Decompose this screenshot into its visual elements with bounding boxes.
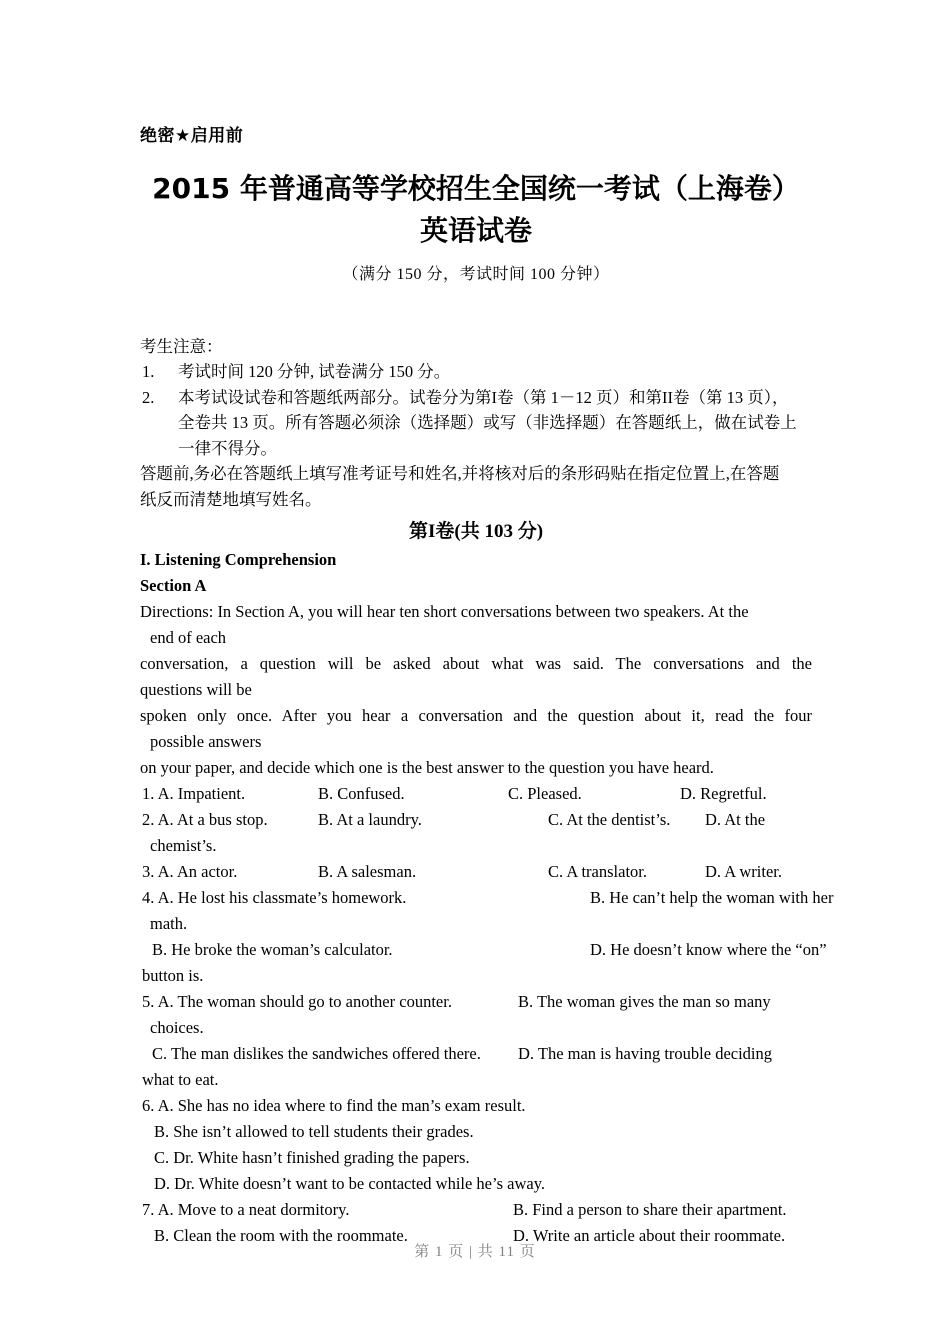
notice-tail-line2: 纸反而清楚地填写姓名。 [140, 490, 322, 509]
section-a-directions [140, 599, 812, 781]
question-4-option-c: B. He broke the woman’s calculator. [152, 940, 393, 959]
score-and-time-line: （满分 150 分，考试时间 100 分钟） [342, 266, 610, 283]
question-3-option-c: C. A translator. [548, 862, 647, 881]
page-title [140, 168, 812, 252]
notice-item-2-line2: 全卷共 13 页。所有答题必须涂（选择题）或写（非选择题）在答题纸上，做在试卷上 [178, 413, 797, 432]
question-7-option-d: D. Write an article about their roommate. [513, 1226, 786, 1245]
question-item [140, 989, 812, 1093]
question-3-number-and-option-a: 3. A. An actor. [142, 862, 238, 881]
notice-tail-line1: 答题前,务必在答题纸上填写准考证号和姓名,并将核对后的条形码贴在指定位置上,在答题 [140, 464, 780, 483]
page-title-line2: 英语试卷 [419, 214, 532, 247]
question-1-option-d: D. Regretful. [680, 784, 767, 803]
notice-item-1-number: 1. [142, 362, 155, 381]
question-5-option-d: D. The man is having trouble deciding [518, 1044, 773, 1063]
question-7-option-b: B. Find a person to share their apartment. [513, 1200, 787, 1219]
page-title-line1: 2015 年普通高等学校招生全国统一考试（上海卷） [152, 172, 800, 205]
question-2-option-d-continued: chemist’s. [150, 836, 217, 855]
question-1-option-b: B. Confused. [318, 784, 405, 803]
notice-item-2-line1: 本考试设试卷和答题纸两部分。试卷分为第I卷（第 1－12 页）和第II卷（第 13 页）， [178, 387, 789, 407]
question-2-option-b: B. At a laundry. [318, 810, 422, 829]
question-4-option-b: B. He can’t help the woman with her [590, 888, 834, 907]
question-6-option-b: B. She isn’t allowed to tell students their grades. [154, 1122, 474, 1141]
question-1-row [140, 781, 812, 807]
notice-item-2-line3: 一律不得分。 [178, 438, 277, 458]
part-heading-listening: I. Listening Comprehension [140, 550, 337, 569]
question-2-number-and-option-a: 2. A. At a bus stop. [142, 810, 268, 829]
question-3-row [140, 859, 812, 885]
directions-line-1: Directions: In Section A, you will hear ten short conversations between two speakers. At the [140, 602, 749, 621]
question-6-option-c: C. Dr. White hasn’t finished grading the papers. [154, 1148, 470, 1167]
question-6-row-d [140, 1171, 812, 1197]
question-5-option-b: B. The woman gives the man so many [518, 992, 771, 1011]
question-item [140, 807, 812, 859]
question-3-option-d: D. A writer. [705, 862, 782, 881]
question-4-option-b-continued: math. [150, 914, 188, 933]
question-item [140, 781, 812, 807]
question-6-option-d: D. Dr. White doesn’t want to be contacted while he’s away. [154, 1174, 546, 1193]
question-5-option-b-continued: choices. [150, 1018, 204, 1037]
directions-line-4: questions will be [140, 680, 252, 699]
question-6-row-c [140, 1145, 812, 1171]
content-column [140, 0, 834, 1249]
directions-line-6: possible answers [150, 732, 262, 751]
question-item [140, 1093, 812, 1197]
question-6-row-b [140, 1119, 812, 1145]
question-5-row-2 [140, 1041, 812, 1067]
candidate-notice [140, 334, 812, 513]
question-4-number-and-option-a: 4. A. He lost his classmate’s homework. [142, 888, 407, 907]
notice-item-1 [140, 359, 812, 385]
secret-label: 绝密★启用前 [140, 126, 244, 146]
question-4-row-1 [140, 885, 834, 911]
directions-line-5: spoken only once. After you hear a conversation and the question about it, read the four [140, 706, 812, 725]
section-a-heading: Section A [140, 576, 207, 595]
directions-line-3: conversation, a question will be asked about what was said. The conversations and the [140, 654, 812, 673]
question-2-option-c: C. At the dentist’s. [548, 810, 671, 829]
notice-item-2-number: 2. [142, 387, 155, 407]
question-item [140, 885, 834, 989]
directions-line-2: end of each [150, 628, 227, 647]
directions-line-7: on your paper, and decide which one is the best answer to the question you have heard. [140, 758, 714, 777]
question-4-option-d: D. He doesn’t know where the “on” [590, 940, 827, 959]
notice-item-2 [140, 385, 812, 462]
question-7-row-1 [140, 1197, 812, 1223]
question-6-number-and-option-a: 6. A. She has no idea where to find the man’s exam result. [142, 1096, 526, 1115]
question-1-option-c: C. Pleased. [508, 784, 582, 803]
question-7-option-c: B. Clean the room with the roommate. [154, 1226, 408, 1245]
question-5-row-1 [140, 989, 812, 1015]
question-7-number-and-option-a: 7. A. Move to a neat dormitory. [142, 1200, 350, 1219]
question-4-option-d-continued: button is. [142, 966, 204, 985]
notice-item-1-text: 考试时间 120 分钟, 试卷满分 150 分。 [178, 362, 451, 381]
question-2-row [140, 807, 812, 833]
notice-heading: 考生注意： [140, 337, 223, 356]
question-5-number-and-option-a: 5. A. The woman should go to another counter. [142, 992, 452, 1011]
page-footer: 第 1 页 | 共 11 页 [414, 1244, 536, 1260]
question-item [140, 859, 812, 885]
question-2-option-d: D. At the [705, 810, 766, 829]
question-6-row-a [140, 1093, 812, 1119]
juan-heading: 第I卷(共 103 分) [408, 521, 544, 542]
question-1-number-and-option-a: 1. A. Impatient. [142, 784, 246, 803]
question-4-row-2 [140, 937, 827, 963]
question-3-option-b: B. A salesman. [318, 862, 417, 881]
question-5-option-d-continued: what to eat. [142, 1070, 219, 1089]
question-5-option-c: C. The man dislikes the sandwiches offered there. [152, 1044, 481, 1063]
